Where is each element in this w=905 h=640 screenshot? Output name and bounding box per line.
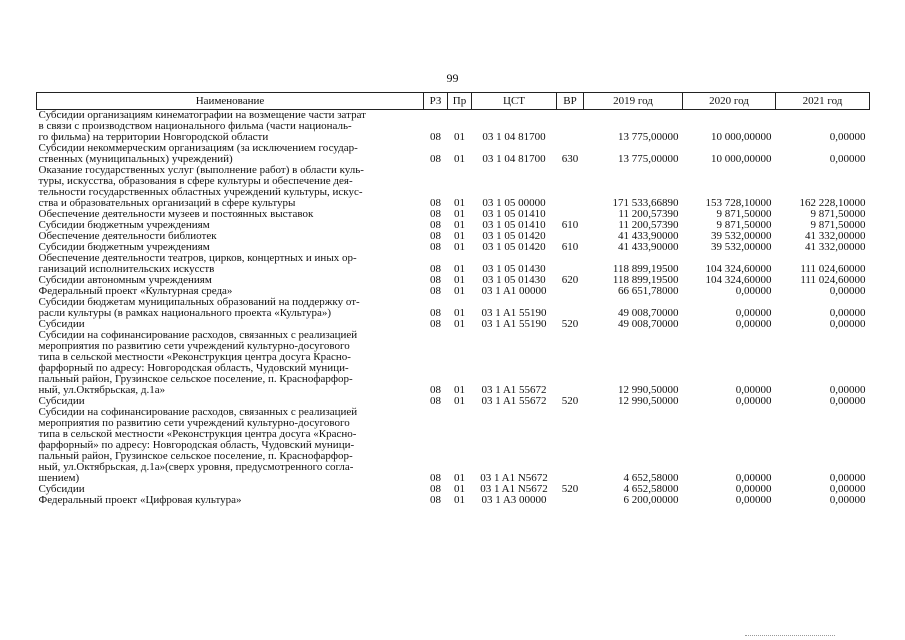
cell-vr (557, 407, 584, 484)
cell-vr (557, 253, 584, 275)
cell-vr: 520 (561, 483, 579, 495)
cell-cst: 03 1 A1 N5672 (480, 472, 548, 484)
table-row (37, 165, 870, 209)
cell-2019: 11 200,57390 (618, 208, 679, 220)
cell-name (37, 253, 424, 275)
cell-2020: 153 728,10000 (705, 197, 772, 209)
cell-2020: 0,00000 (735, 384, 772, 396)
cell-rz: 08 (430, 472, 441, 484)
cell-vr (557, 330, 584, 396)
cell-2019: 6 200,00000 (623, 494, 679, 506)
header-name: Наименование (37, 93, 424, 110)
cell-rz: 08 (430, 285, 441, 297)
cell-name (37, 407, 424, 484)
cell-vr: 610 (561, 219, 579, 231)
cell-2020: 0,00000 (735, 483, 772, 495)
cell-pr: 01 (454, 219, 465, 231)
cell-2019: 41 433,90000 (618, 241, 679, 253)
cell-2021: 0,00000 (829, 131, 866, 143)
cell-2021: 111 024,60000 (800, 274, 866, 286)
cell-2019: 11 200,57390 (618, 219, 679, 231)
cell-2021: 41 332,00000 (805, 230, 866, 242)
cell-cst: 03 1 04 81700 (482, 131, 546, 143)
cell-2020: 104 324,60000 (705, 274, 772, 286)
cell-2020: 104 324,60000 (705, 263, 772, 275)
cell-cst: 03 1 05 01430 (482, 274, 546, 286)
name-line: ства и образовательных организаций в сфере культуры (38, 197, 296, 209)
cell-pr: 01 (454, 318, 465, 330)
cell-cst: 03 1 A1 55672 (481, 395, 547, 407)
name-line: Субсидии автономным учреждениям (38, 274, 212, 286)
cell-pr: 01 (454, 483, 465, 495)
cell-2019: 118 899,19500 (612, 263, 679, 275)
table-header-row (37, 93, 870, 110)
cell-2019: 49 008,70000 (618, 307, 679, 319)
name-line: Субсидии некоммерческим организациям (за исключением государ- (38, 142, 358, 154)
cell-2021: 9 871,50000 (810, 208, 866, 220)
cell-2020: 9 871,50000 (716, 208, 772, 220)
cell-pr: 01 (454, 494, 465, 506)
cell-vr: 520 (561, 395, 579, 407)
cell-name (37, 495, 424, 506)
name-line: мероприятия по развитию сети учреждений культурно-досугового (38, 340, 350, 352)
cell-vr (557, 165, 584, 209)
name-line: Субсидии бюджетным учреждениям (38, 219, 210, 231)
name-line: Субсидии (38, 483, 85, 495)
name-line: ный, ул.Октябрьская, д.1а»(сверх уровня, предусмотренного согла- (38, 461, 354, 473)
name-line: Субсидии организациям кинематографии на возмещение части затрат (38, 109, 366, 121)
name-line: Обеспечение деятельности библиотек (38, 230, 217, 242)
cell-name (37, 143, 424, 165)
name-line: типа в сельской местности «Реконструкция центра досуга Красно- (38, 351, 351, 363)
header-2019: 2019 год (584, 93, 683, 110)
cell-2021: 0,00000 (829, 307, 866, 319)
cell-cst: 03 1 05 01410 (482, 219, 546, 231)
name-line: туры, искусства, образования в сфере культуры и обеспечение дея- (38, 175, 353, 187)
cell-2020: 10 000,00000 (711, 131, 772, 143)
cell-cst: 03 1 A1 00000 (481, 285, 547, 297)
cell-2021: 0,00000 (829, 153, 866, 165)
cell-rz: 08 (430, 318, 441, 330)
cell-2021: 162 228,10000 (799, 197, 866, 209)
cell-pr: 01 (454, 208, 465, 220)
cell-rz: 08 (430, 384, 441, 396)
name-line: Обеспечение деятельности театров, цирков, концертных и иных ор- (38, 252, 357, 264)
name-line: Федеральный проект «Цифровая культура» (38, 494, 242, 506)
name-line: Субсидии бюджетным учреждениям (38, 241, 210, 253)
header-pr: Пр (448, 93, 472, 110)
cell-2021: 0,00000 (829, 395, 866, 407)
cell-rz: 08 (430, 395, 441, 407)
cell-rz: 08 (430, 263, 441, 275)
cell-2020: 0,00000 (735, 472, 772, 484)
cell-2019: 4 652,58000 (623, 472, 679, 484)
name-line: ганизаций исполнительских искусств (38, 263, 215, 275)
name-line: Субсидии на софинансирование расходов, связанных с реализацией (38, 406, 358, 418)
cell-2019: 12 990,50000 (618, 384, 679, 396)
cell-2021: 0,00000 (829, 483, 866, 495)
table-row (37, 253, 870, 275)
name-line: шением) (38, 472, 80, 484)
cell-2021: 0,00000 (829, 384, 866, 396)
cell-rz: 08 (430, 307, 441, 319)
cell-2021: 0,00000 (829, 318, 866, 330)
name-line: расли культуры (в рамках национального проекта «Культура») (38, 307, 332, 319)
name-line: Обеспечение деятельности музеев и постоянных выставок (38, 208, 314, 220)
cell-name (37, 165, 424, 209)
cell-2020: 10 000,00000 (711, 153, 772, 165)
cell-cst: 03 1 A1 55190 (481, 307, 547, 319)
cell-name (37, 330, 424, 396)
cell-pr: 01 (454, 197, 465, 209)
name-line: ный, ул.Октябрьская, д.1а» (38, 384, 166, 396)
cell-2019: 41 433,90000 (618, 230, 679, 242)
cell-cst: 03 1 A1 55190 (481, 318, 547, 330)
name-line: мероприятия по развитию сети учреждений культурно-досугового (38, 417, 350, 429)
cell-pr: 01 (454, 263, 465, 275)
cell-name (37, 297, 424, 319)
name-line: фарфорный» по адресу: Новгородская область, Чудовский муници- (38, 439, 355, 451)
header-2020: 2020 год (683, 93, 776, 110)
cell-vr (557, 110, 584, 144)
cell-rz: 08 (430, 197, 441, 209)
cell-cst: 03 1 A1 N5672 (480, 483, 548, 495)
cell-2020: 9 871,50000 (716, 219, 772, 231)
name-line: фарфорный по адресу: Новгородская область, Чудовский муници- (38, 362, 349, 374)
cell-pr: 01 (454, 230, 465, 242)
cell-cst: 03 1 A3 00000 (481, 494, 547, 506)
table-row (37, 330, 870, 396)
cell-cst: 03 1 05 01420 (482, 241, 546, 253)
name-line: в связи с производством национального фильма (части националь- (38, 120, 352, 132)
cell-pr: 01 (454, 307, 465, 319)
cell-cst: 03 1 05 01420 (482, 230, 546, 242)
cell-2019: 66 651,78000 (618, 285, 679, 297)
cell-rz: 08 (430, 241, 441, 253)
name-line: Субсидии (38, 318, 85, 330)
cell-cst: 03 1 05 01430 (482, 263, 546, 275)
cell-2019: 12 990,50000 (618, 395, 679, 407)
name-line: Субсидии бюджетам муниципальных образований на поддержку от- (38, 296, 360, 308)
cell-2021: 0,00000 (829, 472, 866, 484)
name-line: Субсидии (38, 395, 85, 407)
cell-2021: 0,00000 (829, 285, 866, 297)
cell-rz: 08 (430, 208, 441, 220)
header-cst: ЦСТ (472, 93, 557, 110)
cell-2021: 41 332,00000 (805, 241, 866, 253)
name-line: Федеральный проект «Культурная среда» (38, 285, 233, 297)
cell-rz: 08 (430, 153, 441, 165)
cell-rz: 08 (430, 230, 441, 242)
cell-2019: 13 775,00000 (618, 131, 679, 143)
table-row (37, 143, 870, 165)
table-body (37, 110, 870, 507)
cell-rz: 08 (430, 483, 441, 495)
name-line: ственных (муниципальных) учреждений) (38, 153, 233, 165)
cell-vr: 630 (561, 153, 579, 165)
cell-vr (557, 495, 584, 506)
cell-2020: 39 532,00000 (711, 241, 772, 253)
name-line: го фильма) на территории Новгородской области (38, 131, 269, 143)
name-line: пальный район, Грузинское сельское поселение, п. Краснофарфор- (38, 373, 353, 385)
name-line: тельности государственных областных учреждений культуры, искус- (38, 186, 363, 198)
cell-2021: 9 871,50000 (810, 219, 866, 231)
cell-2020: 0,00000 (735, 285, 772, 297)
cell-2019: 171 533,66890 (612, 197, 679, 209)
table-row (37, 297, 870, 319)
name-line: Оказание государственных услуг (выполнение работ) в области куль- (38, 164, 364, 176)
cell-pr: 01 (454, 274, 465, 286)
cell-2019: 118 899,19500 (612, 274, 679, 286)
name-line: пальный район, Грузинское сельское поселение, п. Краснофарфор- (38, 450, 353, 462)
cell-2020: 0,00000 (735, 395, 772, 407)
cell-2019: 13 775,00000 (618, 153, 679, 165)
header-rz: РЗ (424, 93, 448, 110)
cell-pr: 01 (454, 131, 465, 143)
cell-cst: 03 1 04 81700 (482, 153, 546, 165)
cell-cst: 03 1 A1 55672 (481, 384, 547, 396)
cell-2020: 0,00000 (735, 318, 772, 330)
cell-rz: 08 (430, 131, 441, 143)
cell-vr (557, 297, 584, 319)
header-vr: ВР (557, 93, 584, 110)
cell-2021: 111 024,60000 (800, 263, 866, 275)
cell-vr: 620 (561, 274, 579, 286)
cell-vr: 610 (561, 241, 579, 253)
cell-vr: 520 (561, 318, 579, 330)
cell-rz: 08 (430, 219, 441, 231)
cell-pr: 01 (454, 153, 465, 165)
cell-pr: 01 (454, 241, 465, 253)
page-number: 99 (446, 71, 459, 85)
cell-rz: 08 (430, 494, 441, 506)
cell-pr: 01 (454, 384, 465, 396)
table-row (37, 495, 870, 506)
cell-2019: 4 652,58000 (623, 483, 679, 495)
cell-2020: 0,00000 (735, 307, 772, 319)
cell-pr: 01 (454, 395, 465, 407)
name-line: Субсидии на софинансирование расходов, связанных с реализацией (38, 329, 358, 341)
cell-name (37, 110, 424, 144)
name-line: типа в сельской местности «Реконструкция центра досуга «Красно- (38, 428, 357, 440)
cell-rz: 08 (430, 274, 441, 286)
header-2021: 2021 год (776, 93, 870, 110)
cell-2019: 49 008,70000 (618, 318, 679, 330)
cell-vr (557, 286, 584, 297)
cell-2020: 39 532,00000 (711, 230, 772, 242)
table-row (37, 110, 870, 144)
scan-mark (745, 635, 835, 638)
cell-pr: 01 (454, 285, 465, 297)
cell-pr: 01 (454, 472, 465, 484)
cell-2021: 0,00000 (829, 494, 866, 506)
table-row (37, 407, 870, 484)
budget-table (36, 92, 870, 506)
cell-2020: 0,00000 (735, 494, 772, 506)
cell-cst: 03 1 05 00000 (482, 197, 546, 209)
cell-cst: 03 1 05 01410 (482, 208, 546, 220)
